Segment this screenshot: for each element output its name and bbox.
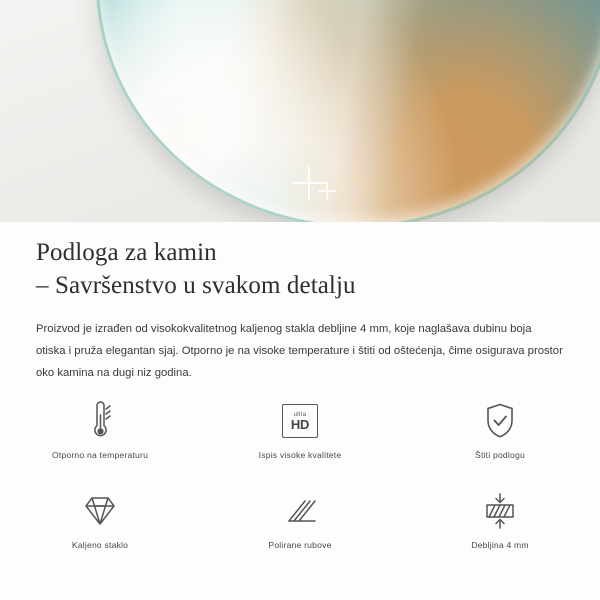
feature-label: Ispis visoke kvalitete [258,450,342,460]
diamond-icon [78,488,122,534]
feature-label: Polirane rubove [268,540,332,550]
headline-line-2: – Savršenstvo u svakom detalju [36,272,356,299]
thickness-arrows-icon [478,488,522,534]
polished-edges-icon [278,488,322,534]
feature-grid [0,398,600,568]
text-content [0,222,600,384]
headline-line-1: Podloga za kamin [36,239,217,266]
feature-label: Kaljeno staklo [71,540,129,550]
circular-glass-board [96,0,600,222]
feature-item-polished-edges [200,488,400,568]
shield-check-icon [480,398,520,444]
hero-image [0,0,600,222]
body-paragraph: Proizvod je izrađen od visokokvalitetnog kaljenog stakla debljine 4 mm, koje naglašava dubinu boja otiska i pruža elegantan sjaj. Otporno je na visoke temperature i štiti od oštećenja, čime osigurava prostor oko kamina na dugi niz godina. [36,323,563,380]
feature-item-thickness [400,488,600,568]
badge-top-text: ultra [293,411,307,418]
feature-item-temperature [0,398,200,478]
feature-item-print-quality [200,398,400,478]
thermometer-icon [80,398,120,444]
badge-bottom-text: HD [290,416,310,432]
feature-label: Štiti podlogu [475,450,525,460]
ultra-hd-badge-icon [282,398,318,444]
feature-label: Otporno na temperaturu [51,450,149,460]
page-title [0,222,600,302]
feature-label: Debljina 4 mm [471,540,529,550]
feature-item-protection [400,398,600,478]
feature-item-tempered-glass [0,488,200,568]
